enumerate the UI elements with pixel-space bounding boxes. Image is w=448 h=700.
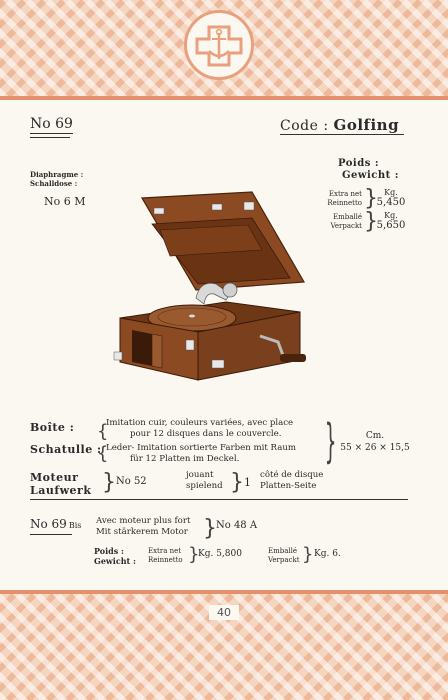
bis-brace: } bbox=[203, 516, 217, 541]
box-group-brace: } bbox=[324, 414, 337, 468]
number-value: 69 bbox=[55, 116, 73, 132]
number-prefix: No bbox=[30, 116, 51, 132]
bis-weight-label: Poids : Gewicht : bbox=[94, 546, 136, 566]
motor-brace: } bbox=[102, 470, 116, 495]
motor-side-label: côté de disque Platten-Seite bbox=[260, 470, 324, 491]
box-dimensions: Cm. 55 × 26 × 15,5 bbox=[340, 431, 410, 453]
number-underline bbox=[30, 137, 70, 138]
code-line bbox=[280, 116, 399, 134]
motor-label: Moteur Laufwerk bbox=[30, 471, 92, 497]
bis-net-value: Kg. 5,800 bbox=[198, 549, 242, 559]
bis-underline bbox=[30, 534, 72, 535]
motor-model: No 52 bbox=[116, 476, 147, 487]
code-value: Golfing bbox=[333, 116, 400, 134]
bis-description: Avec moteur plus fort Mit stärkerem Motor bbox=[96, 516, 191, 537]
code-label: Code : bbox=[280, 118, 329, 134]
page-number: 40 bbox=[0, 606, 448, 619]
bis-net-label: Extra net Reinnetto bbox=[148, 547, 183, 564]
bis-packed-label: Emballé Verpackt bbox=[268, 547, 300, 564]
weight-packed-label: Emballé Verpackt bbox=[330, 213, 362, 230]
diaphragm-value: No 6 M bbox=[44, 195, 86, 208]
box-de-brace: { bbox=[97, 443, 109, 464]
weight-title: Poids : Gewicht : bbox=[338, 158, 399, 181]
bis-packed-value: Kg. 6. bbox=[314, 549, 341, 559]
box-label-fr: Boîte : bbox=[30, 421, 75, 434]
weight-packed-brace: } bbox=[364, 209, 378, 234]
box-fr-brace: { bbox=[97, 421, 109, 442]
top-decorative-band bbox=[0, 0, 448, 96]
top-band-rule bbox=[0, 96, 448, 100]
box-label-de: Schatulle : bbox=[30, 443, 102, 456]
bis-packed-brace: } bbox=[302, 544, 314, 565]
bis-number: No 69 Bis bbox=[30, 517, 82, 531]
box-desc-de: Leder- Imitation sortierte Farben mit Raum für 12 Platten im Deckel. bbox=[106, 443, 297, 464]
model-number bbox=[30, 116, 73, 134]
weight-packed-value: Kg. 5,650 bbox=[376, 211, 406, 231]
anchor-cross-emblem-icon bbox=[187, 13, 251, 77]
motor-sides: 1 bbox=[244, 476, 251, 489]
section-divider bbox=[30, 499, 408, 500]
weight-net-brace: } bbox=[364, 186, 378, 211]
motor-sides-brace: } bbox=[230, 470, 244, 495]
portable-phonograph-image bbox=[112, 190, 312, 390]
bis-net-brace: } bbox=[188, 544, 200, 565]
diaphragm-label: Diaphragme : Schalldose : bbox=[30, 170, 84, 188]
bis-motor-model: No 48 A bbox=[216, 520, 258, 531]
code-underline bbox=[280, 134, 404, 135]
box-desc-fr: Imitation cuir, couleurs variées, avec place pour 12 disques dans le couvercle. bbox=[106, 418, 294, 439]
brand-logo bbox=[184, 10, 254, 80]
weight-net-value: Kg. 5,450 bbox=[376, 188, 406, 208]
weight-net-label: Extra net Reinnetto bbox=[327, 190, 362, 207]
motor-playing: jouant spielend bbox=[186, 470, 223, 491]
